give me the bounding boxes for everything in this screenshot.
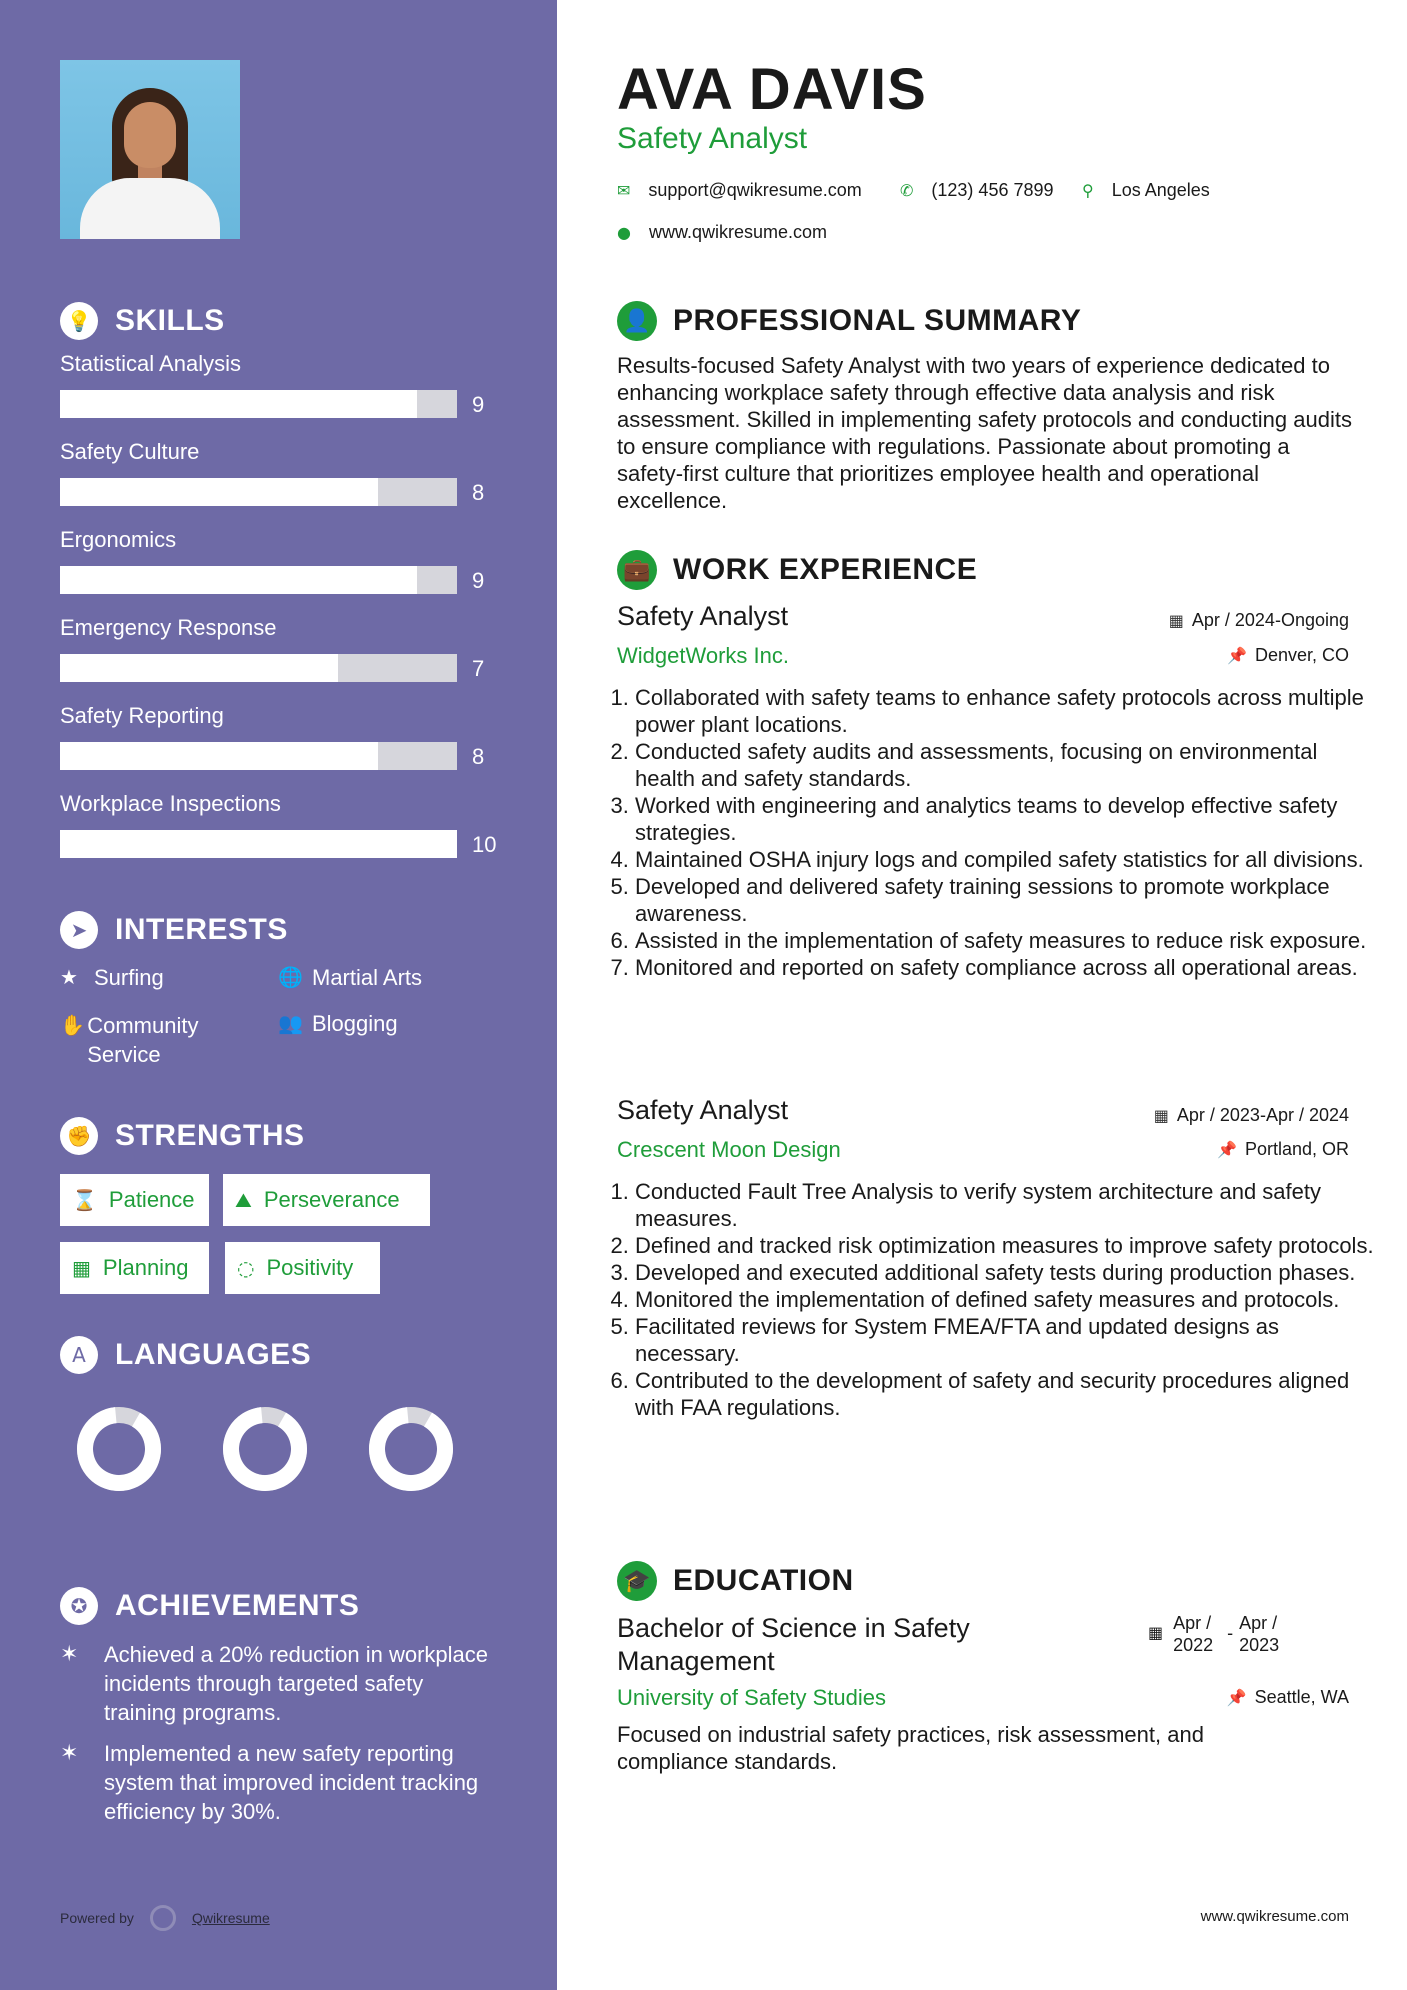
calendar-icon: ▦ [1168, 611, 1184, 630]
language-label: English [686, 1479, 773, 1504]
phone-icon: ✆ [900, 181, 914, 200]
map-pin-icon: ⚲ [1082, 181, 1094, 200]
strengths-heading [60, 1117, 305, 1155]
summary-heading [617, 301, 1081, 341]
duty-item: 6. Assisted in the implementation of safety measures to reduce risk exposure. [635, 927, 1375, 954]
skill-label: Emergency Response [60, 615, 277, 640]
star-icon: ★ [60, 965, 78, 989]
strength-label: Planning [102, 1255, 189, 1280]
skill-label: Ergonomics [60, 527, 177, 552]
footer-url[interactable]: www.qwikresume.com [1200, 1908, 1349, 1925]
job-location [1217, 1139, 1349, 1160]
skills-heading [60, 302, 225, 340]
skill-level: 8 [472, 744, 485, 769]
profile-photo [60, 60, 240, 239]
globe-icon: 🌐 [278, 965, 303, 989]
duty-item: 2. Defined and tracked risk optimization measures to improve safety protocols. [635, 1232, 1375, 1259]
language-label: Polish [978, 1479, 1051, 1504]
skills-title: SKILLS [115, 304, 225, 337]
interest-label: Community Service [87, 1013, 199, 1067]
skill-level: 9 [472, 568, 485, 593]
summary-title: PROFESSIONAL SUMMARY [673, 304, 1082, 337]
user-icon: 👤 [617, 301, 657, 341]
award-icon: ✪ [60, 1587, 98, 1625]
job-location [1227, 645, 1349, 666]
achievement-item [60, 1739, 500, 1826]
skill-bar [60, 566, 457, 594]
education-heading [617, 1561, 854, 1601]
location-text: Los Angeles [1111, 180, 1210, 200]
skill-label: Workplace Inspections [60, 791, 281, 816]
powered-by-label: Powered by [60, 1910, 134, 1926]
summary-text: Results-focused Safety Analyst with two years of experience dedicated to enhancing workplace safety through effective data analysis and risk assessment. Skilled in implementing safety protocols and conducting audits to ensure compliance with regulations. Passionate about promoting a safety-first culture that prioritizes employee health and operational excellence. [617, 353, 1352, 513]
duty-item: 2. Conducted safety audits and assessments, focusing on environmental health and safety standards. [635, 738, 1375, 792]
skill-label: Safety Culture [60, 439, 200, 464]
interest-label: Surfing [94, 965, 164, 990]
skill-bar-fill [60, 654, 338, 682]
achievement-item [60, 1640, 500, 1727]
duty-item: 7. Monitored and reported on safety compliance across all operational areas. [635, 954, 1375, 981]
graduation-icon: 🎓 [617, 1561, 657, 1601]
education-start: Apr / 2022 [1173, 1613, 1214, 1655]
strength-badge [225, 1242, 380, 1294]
strength-label: Positivity [266, 1255, 354, 1280]
duty-item: 3. Worked with engineering and analytics teams to develop effective safety strategies. [635, 792, 1375, 846]
duty-item: 4. Maintained OSHA injury logs and compiled safety statistics for all divisions. [635, 846, 1375, 873]
hand-fist-icon: ✊ [60, 1117, 98, 1155]
education-title: EDUCATION [673, 1564, 854, 1597]
job-title: Safety Analyst [617, 601, 789, 631]
language-level-ring [367, 1405, 455, 1493]
company-name: WidgetWorks Inc. [617, 643, 789, 668]
shooting-star-icon: ✶ [60, 1741, 79, 1766]
achievement-text: Achieved a 20% reduction in workplace incidents through targeted safety training programs. [104, 1642, 489, 1725]
briefcase-icon: 💼 [617, 550, 657, 590]
language-label: Mandarin [832, 1479, 938, 1504]
pin-icon: 📌 [1217, 1140, 1237, 1159]
achievement-text: Implemented a new safety reporting system that improved incident tracking efficiency by 30%. [104, 1741, 479, 1824]
duty-item: 5. Facilitated reviews for System FMEA/FTA and updated designs as necessary. [635, 1313, 1375, 1367]
contact-phone [900, 180, 1054, 201]
language-icon: A [60, 1336, 98, 1374]
skill-bar [60, 830, 457, 858]
duty-item: 6. Contributed to the development of safety and security procedures aligned with FAA regulations. [635, 1367, 1375, 1421]
skill-bar [60, 654, 457, 682]
company-name: Crescent Moon Design [617, 1137, 841, 1162]
interests-heading [60, 911, 288, 949]
skill-bar [60, 390, 457, 418]
strength-label: Perseverance [263, 1187, 400, 1212]
strengths-title: STRENGTHS [115, 1119, 305, 1152]
pin-icon: 📌 [1227, 646, 1247, 665]
education-dates [1148, 1612, 1289, 1656]
calendar-icon: ▦ [1148, 1623, 1164, 1642]
school-name: University of Safety Studies [617, 1685, 887, 1710]
job-dates-text: Apr / 2023-Apr / 2024 [1176, 1105, 1349, 1125]
skill-bar-fill [60, 830, 457, 858]
strength-badge [223, 1174, 430, 1226]
website-text: www.qwikresume.com [648, 222, 828, 242]
circle-notch-icon: ◌ [237, 1256, 255, 1280]
language-level-ring [221, 1405, 309, 1493]
shooting-star-icon: ✶ [60, 1642, 79, 1667]
duty-item: 1. Collaborated with safety teams to enhance safety protocols across multiple power plant locations. [635, 684, 1375, 738]
globe-icon: ● [617, 223, 631, 242]
contact-location [1082, 180, 1210, 201]
job-title: Safety Analyst [617, 1095, 789, 1125]
email-text: support@qwikresume.com [648, 180, 862, 200]
duty-item: 3. Developed and executed additional safety tests during production phases. [635, 1259, 1375, 1286]
experience-heading [617, 550, 977, 590]
job-location-text: Denver, CO [1254, 645, 1349, 665]
powered-by [60, 1905, 270, 1931]
skill-bar-fill [60, 742, 378, 770]
job-duties [617, 1178, 1375, 1421]
hourglass-icon: ⌛ [72, 1188, 97, 1212]
experience-title: WORK EXPERIENCE [673, 553, 978, 586]
users-icon: 👥 [278, 1011, 303, 1035]
phone-text: (123) 456 7899 [931, 180, 1054, 200]
interests-title: INTERESTS [115, 913, 288, 946]
achievements-heading [60, 1587, 359, 1625]
skill-level: 9 [472, 392, 485, 417]
achievements-title: ACHIEVEMENTS [115, 1589, 360, 1622]
job-location-text: Portland, OR [1244, 1139, 1349, 1159]
job-duties [617, 684, 1375, 981]
contact-email[interactable] [617, 180, 862, 201]
strength-label: Patience [108, 1187, 195, 1212]
skill-level: 10 [472, 832, 497, 857]
language-level-ring [75, 1405, 163, 1493]
duty-item: 5. Developed and delivered safety training sessions to promote workplace awareness. [635, 873, 1375, 927]
degree-title: Bachelor of Science in Safety Management [617, 1613, 970, 1676]
skill-bar [60, 742, 457, 770]
interest-label: Martial Arts [312, 965, 423, 990]
skill-level: 7 [472, 656, 485, 681]
interest-item [278, 965, 422, 991]
pin-icon: 📌 [1226, 1688, 1247, 1707]
job-dates-text: Apr / 2024-Ongoing [1191, 610, 1349, 630]
date-separator: - [1227, 1623, 1234, 1643]
skill-bar-fill [60, 566, 417, 594]
skill-label: Statistical Analysis [60, 351, 241, 376]
calendar-icon: ▦ [72, 1256, 91, 1280]
job-dates [1154, 1105, 1349, 1126]
candidate-name: AVA DAVIS [617, 57, 927, 122]
strength-badge [60, 1242, 209, 1294]
interest-label: Blogging [312, 1011, 398, 1036]
road-icon: ⛰ [235, 1188, 252, 1212]
skill-level: 8 [472, 480, 485, 505]
duty-item: 4. Monitored the implementation of defined safety measures and protocols. [635, 1286, 1375, 1313]
interest-item [60, 1011, 240, 1069]
languages-heading [60, 1336, 311, 1374]
education-end: Apr / 2023 [1239, 1613, 1280, 1655]
calendar-icon: ▦ [1153, 1106, 1169, 1125]
skill-bar [60, 478, 457, 506]
hand-icon: ✋ [60, 1013, 85, 1037]
candidate-role: Safety Analyst [617, 122, 808, 155]
lightbulb-icon: 💡 [60, 302, 98, 340]
qwikresume-logo-icon [150, 1905, 176, 1931]
languages-title: LANGUAGES [115, 1338, 312, 1371]
duty-item: 1. Conducted Fault Tree Analysis to verify system architecture and safety measures. [635, 1178, 1375, 1232]
qwikresume-link[interactable]: Qwikresume [191, 1910, 270, 1926]
skill-bar-fill [60, 478, 378, 506]
education-location-text: Seattle, WA [1254, 1687, 1349, 1707]
skill-bar-fill [60, 390, 417, 418]
language-item [69, 1405, 773, 1504]
education-description: Focused on industrial safety practices, risk assessment, and compliance standards. [617, 1722, 1204, 1774]
interest-item [278, 1011, 398, 1037]
skill-label: Safety Reporting [60, 703, 224, 728]
paper-plane-icon: ➤ [60, 911, 98, 949]
envelope-icon: ✉ [617, 181, 631, 200]
interest-item [60, 965, 164, 991]
job-dates [1169, 610, 1349, 631]
education-location [1227, 1687, 1349, 1708]
contact-website[interactable] [617, 222, 827, 243]
strength-badge [60, 1174, 209, 1226]
